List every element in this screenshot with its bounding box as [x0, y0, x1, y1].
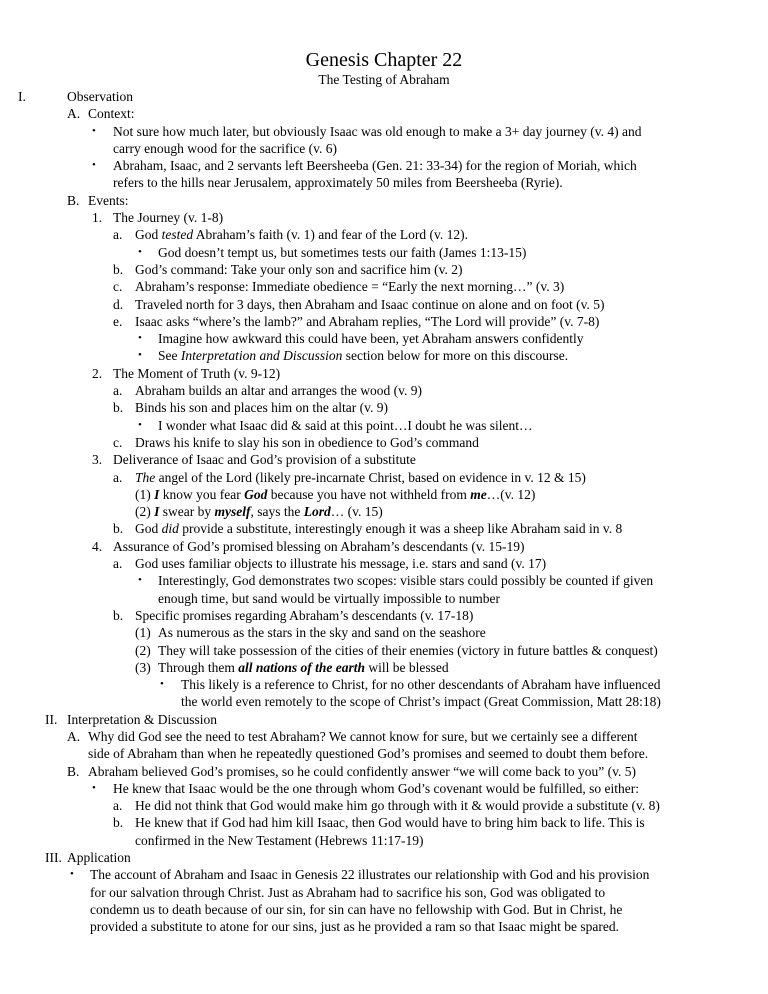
outline-line	[0, 572, 768, 589]
outline-text: Assurance of God’s promised blessing on Abraham’s descendants (v. 15-19)	[113, 538, 525, 554]
outline-line	[0, 278, 768, 295]
outline-line	[0, 832, 768, 849]
outline-line	[0, 624, 768, 641]
outline-marker: III.	[45, 850, 62, 866]
outline-line	[0, 780, 768, 797]
outline-line	[0, 728, 768, 745]
outline-text: The Journey (v. 1-8)	[113, 210, 224, 226]
text-segment: God	[135, 521, 162, 537]
outline-line	[0, 157, 768, 174]
outline-marker: (3)	[135, 659, 151, 675]
outline-text: God uses familiar objects to illustrate his message, i.e. stars and sand (v. 17)	[135, 556, 547, 572]
text-segment: See	[158, 348, 181, 364]
outline-line	[0, 417, 768, 434]
text-segment: God	[244, 486, 268, 502]
outline-text: confirmed in the New Testament (Hebrews 11:17-19)	[135, 832, 424, 848]
outline-line	[0, 296, 768, 313]
outline-text: carry enough wood for the sacrifice (v. 6)	[113, 140, 338, 156]
outline-line	[0, 918, 768, 935]
outline-text: Isaac asks “where’s the lamb?” and Abraham replies, “The Lord will provide” (v. 7-8)	[135, 313, 600, 329]
outline-text	[135, 503, 383, 520]
outline-text: Events:	[88, 192, 129, 208]
outline-marker: c.	[113, 279, 123, 295]
outline-line	[0, 884, 768, 901]
text-segment: God	[135, 227, 162, 243]
text-segment: Lord	[303, 504, 331, 520]
outline-text: Why did God see the need to test Abraham? We cannot know for sure, but we certainly see a different	[88, 728, 638, 744]
outline-line	[0, 140, 768, 157]
text-segment: I	[154, 486, 160, 502]
outline-line	[0, 676, 768, 693]
outline-text: Specific promises regarding Abraham’s descendants (v. 17-18)	[135, 607, 474, 623]
outline-text: Observation	[67, 89, 133, 104]
outline-text: Interpretation & Discussion	[67, 711, 217, 727]
bullet-marker: •	[138, 418, 142, 431]
outline-text: I wonder what Isaac did & said at this point…I doubt he was silent…	[158, 417, 533, 433]
outline-text	[158, 347, 568, 364]
outline-text: Draws his knife to slay his son in obedience to God’s command	[135, 434, 479, 450]
outline-marker: 3.	[92, 452, 103, 468]
outline-text: condemn us to death because of our sin, for sin can have no fellowship with God. But in Christ, he	[90, 901, 623, 917]
outline-marker: 4.	[92, 538, 103, 554]
outline-line	[0, 244, 768, 261]
text-segment: know you fear	[159, 486, 245, 502]
outline-text: Abraham builds an altar and arranges the wood (v. 9)	[135, 383, 423, 399]
outline-line	[0, 590, 768, 607]
outline-line	[0, 209, 768, 226]
text-segment: did	[161, 521, 179, 537]
outline-text	[135, 486, 535, 503]
outline-line	[0, 901, 768, 918]
outline-line	[0, 434, 768, 451]
outline-marker: I.	[18, 89, 26, 104]
outline-marker: d.	[113, 296, 124, 312]
text-segment: swear by	[159, 504, 215, 520]
outline-line	[0, 659, 768, 676]
outline-line	[0, 347, 768, 364]
text-segment: Abraham’s faith (v. 1) and fear of the Lord (v. 12).	[193, 227, 469, 243]
outline-text	[135, 520, 622, 537]
outline-text: Interestingly, God demonstrates two scopes: visible stars could possibly be counted if given	[158, 573, 654, 589]
outline-text: side of Abraham than when he repeatedly questioned God’s promises and seemed to doubt them before.	[88, 746, 649, 762]
outline-marker: A.	[67, 728, 81, 744]
outline-text: provided a substitute to atone for our sins, just as he provided a ram so that Isaac might be spared.	[90, 919, 619, 935]
text-segment: Interpretation and Discussion	[180, 348, 343, 364]
bullet-marker: •	[138, 332, 142, 345]
outline-text: God’s command: Take your only son and sacrifice him (v. 2)	[135, 261, 463, 277]
outline-text: God doesn’t tempt us, but sometimes tests our faith (James 1:13-15)	[158, 244, 527, 260]
outline-marker: b.	[113, 521, 124, 537]
outline-text: Context:	[88, 106, 135, 122]
text-segment: (1)	[135, 486, 155, 502]
outline-line	[0, 607, 768, 624]
outline-text: Deliverance of Isaac and God’s provision of a substitute	[113, 452, 416, 468]
text-segment: angel of the Lord (likely pre-incarnate Christ, based on evidence in v. 12 & 15)	[155, 469, 586, 485]
outline-text: enough time, but sand would be virtually impossible to number	[158, 590, 500, 606]
text-segment: , says the	[250, 504, 304, 520]
text-segment: section below for more on this discourse.	[342, 348, 569, 364]
outline-text: Application	[67, 850, 131, 866]
bullet-marker: •	[160, 678, 164, 691]
outline-marker: a.	[113, 469, 123, 485]
outline-line	[0, 330, 768, 347]
text-segment: tested	[161, 227, 194, 243]
text-segment: me	[470, 486, 487, 502]
outline-marker: b.	[113, 607, 124, 623]
outline-body	[0, 88, 768, 936]
document-subtitle: The Testing of Abraham	[318, 72, 450, 87]
text-segment: (2)	[135, 504, 155, 520]
outline-line	[0, 693, 768, 710]
outline-text: They will take possession of the cities of their enemies (victory in future battles & conquest)	[158, 642, 658, 658]
outline-text	[158, 659, 449, 676]
outline-text: Imagine how awkward this could have been, yet Abraham answers confidently	[158, 331, 584, 347]
outline-marker: II.	[45, 711, 58, 727]
outline-marker: a.	[113, 798, 123, 814]
bullet-marker: •	[138, 349, 142, 362]
outline-text: the world even remotely to the scope of Christ’s impact (Great Commission, Matt 28:18)	[181, 694, 661, 710]
outline-marker: (1)	[135, 625, 151, 641]
outline-line	[0, 538, 768, 555]
outline-line	[0, 123, 768, 140]
outline-text: refers to the hills near Jerusalem, approximately 50 miles from Beersheeba (Ryrie).	[113, 175, 563, 191]
outline-line	[0, 503, 768, 520]
outline-line	[0, 382, 768, 399]
outline-line	[0, 399, 768, 416]
outline-text: Abraham believed God’s promises, so he could confidently answer “we will come back to you” (v. 5)	[88, 763, 636, 779]
outline-text: The account of Abraham and Isaac in Genesis 22 illustrates our relationship with God and his provision	[90, 867, 650, 883]
outline-marker: a.	[113, 383, 123, 399]
outline-text: for our salvation through Christ. Just as Abraham had to sacrifice his son, God was obligated to	[90, 884, 606, 900]
outline-text: Not sure how much later, but obviously Isaac was old enough to make a 3+ day journey (v. 4) and	[113, 123, 642, 139]
outline-line	[0, 105, 768, 122]
outline-line	[0, 814, 768, 831]
outline-marker: (2)	[135, 642, 151, 658]
outline-line	[0, 469, 768, 486]
outline-marker: b.	[113, 400, 124, 416]
outline-text: This likely is a reference to Christ, for no other descendants of Abraham have influenced	[181, 677, 661, 693]
outline-marker: a.	[113, 556, 123, 572]
text-segment: The	[135, 469, 156, 485]
outline-line	[0, 174, 768, 191]
outline-text: He did not think that God would make him go through with it & would provide a substitute (v. 8)	[135, 798, 660, 814]
outline-marker: A.	[67, 106, 81, 122]
outline-line	[0, 849, 768, 866]
outline-line	[0, 313, 768, 330]
outline-line	[0, 226, 768, 243]
outline-text: He knew that Isaac would be the one through whom God’s covenant would be fulfilled, so either:	[113, 780, 639, 796]
text-segment: myself	[214, 504, 251, 520]
bullet-marker: •	[138, 245, 142, 258]
outline-line	[0, 745, 768, 762]
outline-text: Binds his son and places him on the altar (v. 9)	[135, 400, 388, 416]
outline-marker: b.	[113, 815, 124, 831]
outline-line	[0, 797, 768, 814]
outline-text: Traveled north for 3 days, then Abraham and Isaac continue on alone and on foot (v. 5)	[135, 296, 605, 312]
outline-line	[0, 365, 768, 382]
bullet-marker: •	[92, 124, 96, 137]
bullet-marker: •	[92, 781, 96, 794]
outline-line	[0, 451, 768, 468]
text-segment: provide a substitute, interestingly enough it was a sheep like Abraham said in v. 8	[178, 521, 623, 537]
bullet-marker: •	[70, 868, 74, 881]
outline-line	[0, 88, 768, 105]
outline-marker: 1.	[92, 210, 103, 226]
outline-text	[135, 226, 468, 243]
outline-text: The Moment of Truth (v. 9-12)	[113, 365, 281, 381]
document-title: Genesis Chapter 22	[305, 49, 463, 71]
outline-text	[135, 469, 586, 486]
outline-marker: B.	[67, 763, 80, 779]
outline-text: He knew that if God had him kill Isaac, then God would have to bring him back to life. This is	[135, 815, 645, 831]
bullet-marker: •	[92, 159, 96, 172]
text-segment: Through them	[158, 659, 239, 675]
outline-line	[0, 261, 768, 278]
outline-marker: a.	[113, 227, 123, 243]
bullet-marker: •	[138, 574, 142, 587]
outline-marker: b.	[113, 261, 124, 277]
outline-line	[0, 711, 768, 728]
outline-line	[0, 486, 768, 503]
outline-marker: e.	[113, 313, 123, 329]
outline-marker: 2.	[92, 365, 103, 381]
outline-text: As numerous as the stars in the sky and sand on the seashore	[158, 625, 486, 641]
outline-line	[0, 642, 768, 659]
text-segment: because you have not withheld from	[267, 486, 471, 502]
outline-text: Abraham, Isaac, and 2 servants left Beersheeba (Gen. 21: 33-34) for the region of Moriah, which	[113, 158, 637, 174]
outline-line	[0, 763, 768, 780]
outline-marker: B.	[67, 192, 80, 208]
outline-line	[0, 192, 768, 209]
outline-marker: c.	[113, 434, 123, 450]
text-segment: will be blessed	[365, 659, 449, 675]
text-segment: I	[154, 504, 160, 520]
outline-text: Abraham’s response: Immediate obedience = “Early the next morning…” (v. 3)	[135, 279, 565, 295]
text-segment: …(v. 12)	[486, 486, 536, 502]
outline-line	[0, 520, 768, 537]
outline-line	[0, 866, 768, 883]
text-segment: all nations of the earth	[238, 659, 366, 675]
outline-line	[0, 555, 768, 572]
text-segment: … (v. 15)	[330, 504, 383, 520]
